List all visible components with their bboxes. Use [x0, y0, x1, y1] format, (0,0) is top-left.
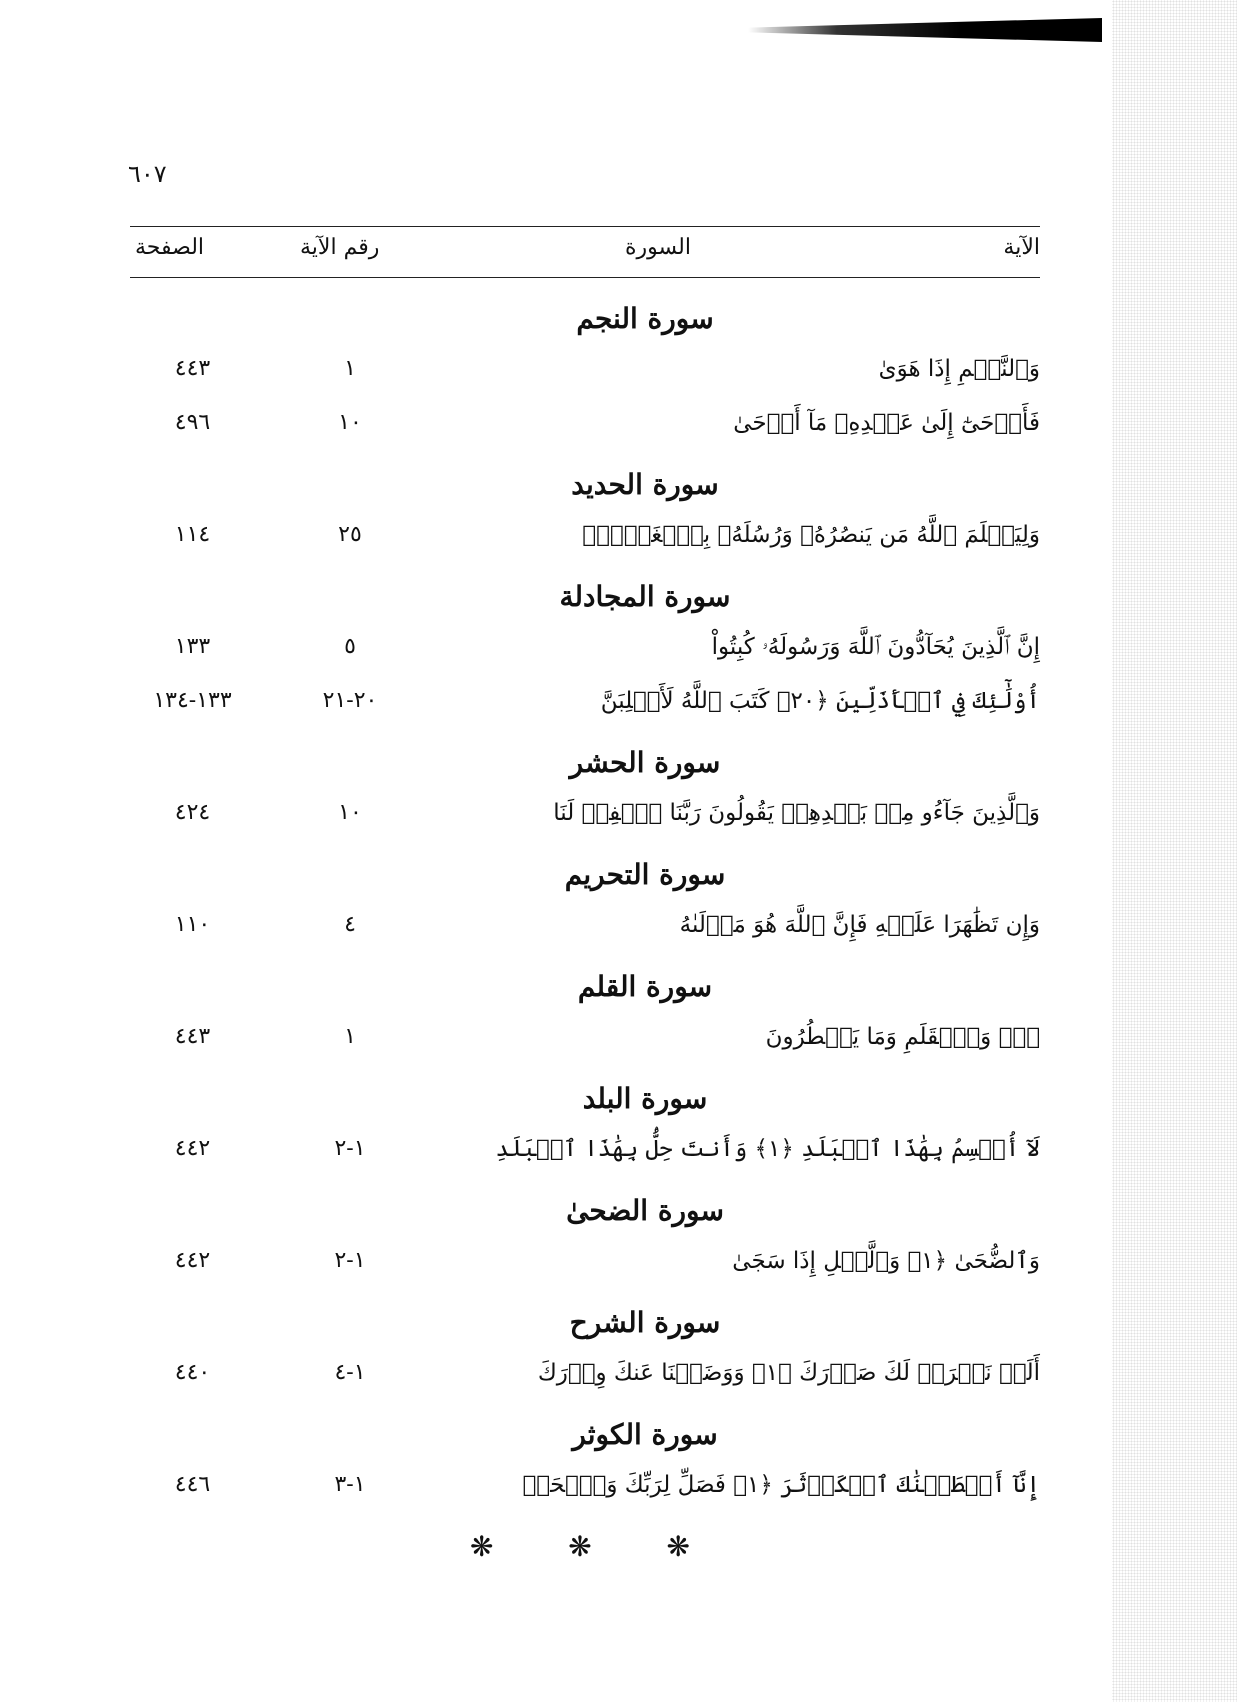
ayah-number: ١٠: [338, 410, 362, 435]
surah-title: سورة الشرح: [569, 1306, 721, 1339]
table-row: [130, 680, 1040, 734]
ayah-text: وَٱلنَّجۡمِ إِذَا هَوَىٰ: [878, 356, 1040, 382]
ayah-text: وَلِيَعۡلَمَ ٱللَّهُ مَن يَنصُرُهُۥ وَرُسُلَهُۥ بِٱلۡغَيۡبِۚ: [582, 522, 1040, 548]
surah-group: [130, 1182, 1040, 1294]
scan-edge-texture: [1112, 0, 1237, 1702]
surah-title: سورة الضحىٰ: [566, 1194, 724, 1227]
ayah-number: ١٠: [338, 800, 362, 825]
ornament-icon: ❋: [568, 1530, 592, 1563]
surah-group: [130, 1070, 1040, 1182]
header-ayah-number: رقم الآية: [300, 235, 380, 260]
table-row: [130, 1016, 1040, 1070]
ornament-icon: ❋: [666, 1530, 690, 1563]
table-row: [130, 1128, 1040, 1182]
page-reference: ٤٤٢: [174, 1136, 211, 1161]
ayah-text: وَٱلَّذِينَ جَآءُو مِنۢ بَعۡدِهِمۡ يَقُولُونَ رَبَّنَا ٱغۡفِرۡ لَنَا: [553, 800, 1040, 826]
table-row: [130, 1352, 1040, 1406]
surah-title: سورة المجادلة: [559, 580, 731, 613]
footer-ornaments: [470, 1530, 690, 1563]
ayah-number: ١-٢: [334, 1136, 366, 1161]
header-surah: السورة: [625, 235, 691, 260]
table-row: [130, 348, 1040, 402]
ayah-number: ٢٠-٢١: [322, 688, 378, 713]
surah-title: سورة القلم: [577, 970, 713, 1003]
surah-group: [130, 568, 1040, 734]
surah-title: سورة الحديد: [571, 468, 719, 501]
page-reference: ١٣٣-١٣٤: [153, 688, 232, 713]
ayah-number: ١-٤: [334, 1360, 366, 1385]
ayah-text: أُوْلَٰٓئِكَ فِي ٱلۡأَذَلِّينَ ﴿٢٠﴾ كَتَبَ ٱللَّهُ لَأَغۡلِبَنَّ: [600, 688, 1040, 714]
page-reference: ٤٤٣: [174, 356, 211, 381]
ayah-text: وَٱلضُّحَىٰ ﴿١﴾ وَٱلَّيۡلِ إِذَا سَجَىٰ: [732, 1248, 1040, 1274]
ayah-number: ١-٢: [334, 1248, 366, 1273]
page-reference: ٤٩٦: [174, 410, 211, 435]
table-row: [130, 792, 1040, 846]
surah-group: [130, 456, 1040, 568]
ayah-text: لَآ أُقۡسِمُ بِهَٰذَا ٱلۡبَلَدِ ﴿١﴾ وَأَنتَ حِلُّۢ بِهَٰذَا ٱلۡبَلَدِ: [495, 1136, 1040, 1162]
ayah-text: فَأَوۡحَىٰٓ إِلَىٰ عَبۡدِهِۦ مَآ أَوۡحَىٰ: [733, 410, 1040, 436]
index-table-header: [130, 226, 1040, 278]
ayah-number: ١: [344, 1024, 356, 1049]
page-reference: ١١٠: [174, 912, 211, 937]
surah-group: [130, 1294, 1040, 1406]
surah-group: [130, 958, 1040, 1070]
ayah-number: ٥: [344, 634, 356, 659]
surah-title: سورة التحريم: [564, 858, 726, 891]
table-row: [130, 402, 1040, 456]
surah-group: [130, 734, 1040, 846]
surah-title: سورة البلد: [582, 1082, 708, 1115]
ayah-number: ٤: [344, 912, 356, 937]
ayah-text: إِنَّآ أَعۡطَيۡنَٰكَ ٱلۡكَوۡثَرَ ﴿١﴾ فَصَلِّ لِرَبِّكَ وَٱنۡحَرۡ: [522, 1472, 1040, 1498]
surah-group: [130, 1406, 1040, 1518]
table-row: [130, 514, 1040, 568]
page-reference: ٤٤٠: [174, 1360, 211, 1385]
surah-title: سورة النجم: [576, 302, 714, 335]
header-page: الصفحة: [135, 235, 205, 260]
ornament-icon: ❋: [470, 1530, 494, 1563]
table-row: [130, 626, 1040, 680]
page-number: ٦٠٧: [128, 160, 167, 188]
page-reference: ٤٤٦: [174, 1472, 211, 1497]
ayah-number: ١: [344, 356, 356, 381]
page-reference: ٤٢٤: [174, 800, 211, 825]
ayah-text: نٓۚ وَٱلۡقَلَمِ وَمَا يَسۡطُرُونَ: [765, 1024, 1040, 1050]
ayah-text: أَلَمۡ نَشۡرَحۡ لَكَ صَدۡرَكَ ﴿١﴾ وَوَضَعۡنَا عَنكَ وِزۡرَكَ: [537, 1360, 1040, 1386]
index-table-body: [130, 290, 1040, 1518]
header-ayah: الآية: [1003, 235, 1040, 260]
table-row: [130, 1240, 1040, 1294]
page-reference: ٤٤٣: [174, 1024, 211, 1049]
page-reference: ١١٤: [174, 522, 211, 547]
ayah-number: ١-٣: [334, 1472, 366, 1497]
surah-group: [130, 290, 1040, 456]
surah-title: سورة الحشر: [569, 746, 721, 779]
page-reference: ١٣٣: [174, 634, 211, 659]
table-row: [130, 1464, 1040, 1518]
ayah-text: وَإِن تَظَٰهَرَا عَلَيۡهِ فَإِنَّ ٱللَّهَ هُوَ مَوۡلَىٰهُ: [679, 912, 1040, 938]
surah-group: [130, 846, 1040, 958]
page-edge-shadow: [748, 18, 1102, 42]
page-reference: ٤٤٢: [174, 1248, 211, 1273]
surah-title: سورة الكوثر: [572, 1418, 718, 1451]
ayah-number: ٢٥: [338, 522, 362, 547]
table-row: [130, 904, 1040, 958]
ayah-text: إِنَّ ٱلَّذِينَ يُحَآدُّونَ ٱللَّهَ وَرَسُولَهُۥ كُبِتُواْ: [711, 634, 1040, 660]
